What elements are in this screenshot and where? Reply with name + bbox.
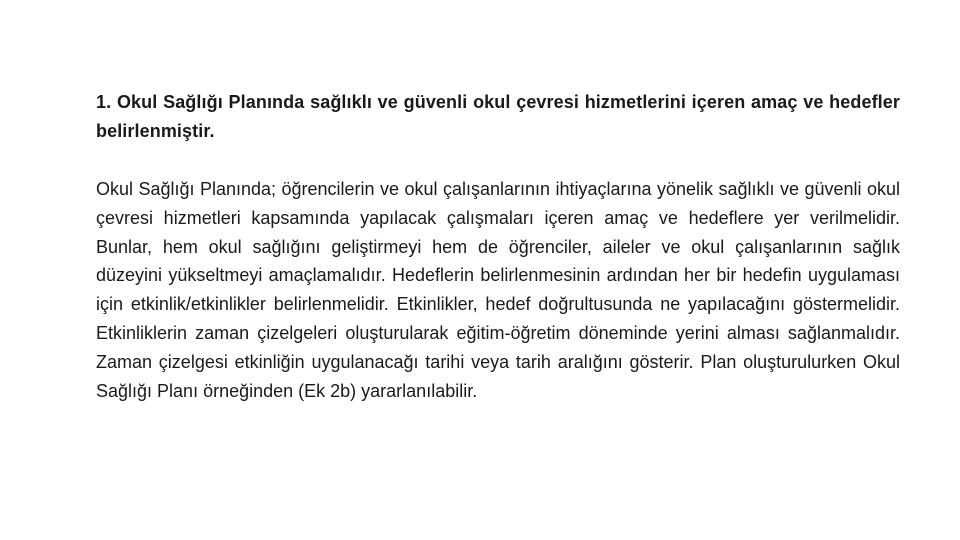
slide-content xyxy=(96,88,900,405)
slide-paragraph: Okul Sağlığı Planında; öğrencilerin ve okul çalışanlarının ihtiyaçlarına yönelik sağlıklı ve güvenli okul çevresi hizmetleri kapsamında yapılacak çalışmaları içeren amaç ve hedeflere yer verilmelidir. Bunlar, hem okul sağlığını geliştirmeyi hem de öğrenciler, aileler ve okul çalışanlarının sağlık düzeyini yükseltmeyi amaçlamalıdır. Hedeflerin belirlenmesinin ardından her bir hedefin uygulaması için etkinlik/etkinlikler belirlenmelidir. Etkinlikler, hedef doğrultusunda ne yapılacağını göstermelidir. Etkinliklerin zaman çizelgeleri oluşturularak eğitim-öğretim döneminde yerini alması sağlanmalıdır. Zaman çizelgesi etkinliğin uygulanacağı tarihi veya tarih aralığını gösterir. Plan oluşturulurken Okul Sağlığı Planı örneğinden (Ek 2b) yararlanılabilir. xyxy=(96,179,900,401)
slide-heading: 1. Okul Sağlığı Planında sağlıklı ve güvenli okul çevresi hizmetlerini içeren amaç ve hedefler belirlenmiştir. xyxy=(96,92,900,141)
